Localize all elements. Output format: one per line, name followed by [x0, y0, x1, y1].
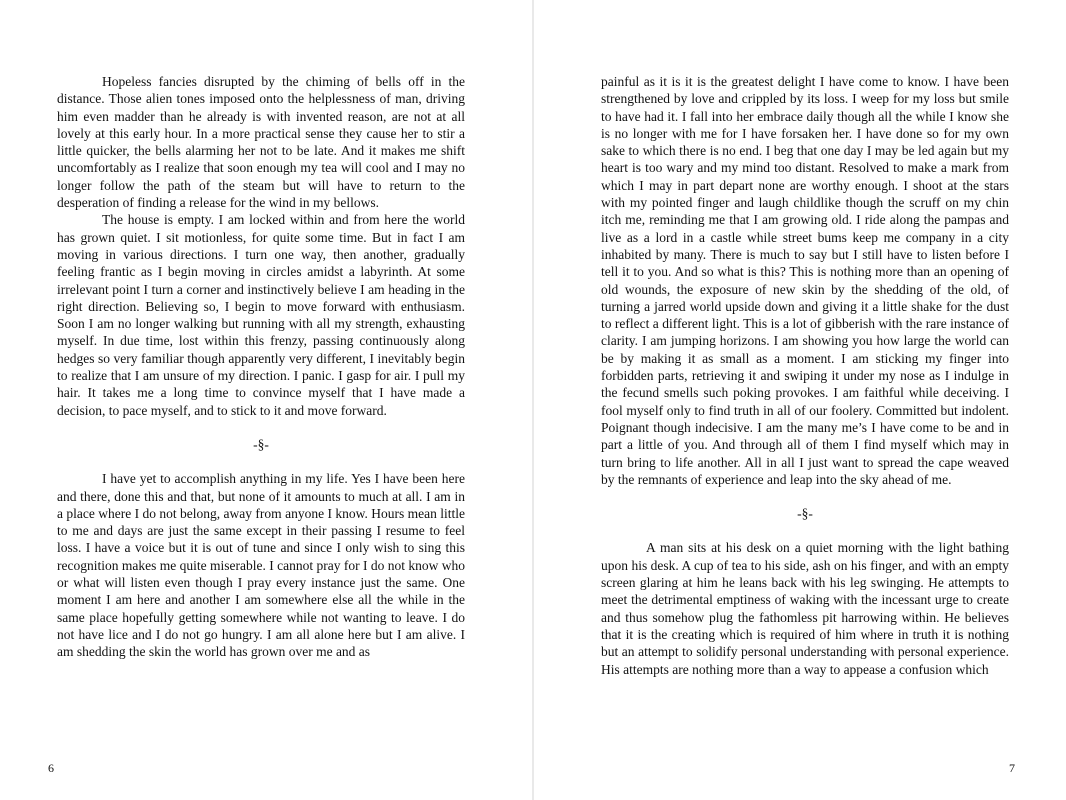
section-separator: -§-: [797, 506, 813, 522]
paragraph-continued: painful as it is it is the greatest delight I have come to know. I have been strengthened by love and crippled by its loss. I weep for my loss but smile to have had it. I fall into her embrace daily though all the while I know she is no longer with me for I have forsaken her. I have done so for my own sake to which there is no end. I beg that one day I may be led again but my heart is too wary and my mind too distant. Resolved to make a mark from which I may in part depart none are worthy enough. I shoot at the stars with my pointed finger and laugh childlike though the scruff on my chin itch me, reminding me that I am growing old. I ride along the pampas and live as a lord in a castle while street bums keep me company in a city inhabited by many. There is much to say but I still have to listen before I tell it to you. And so what is this? This is nothing more than an opening of old wounds, the exposure of new skin by the shedding of the old, of turning a jarred world upside down and giving it a little shake for the dust to reflect a different light. This is a lot of gibberish with the rare instance of clarity. I am jumping horizons. I am showing you how large the world can be by making it as small as a moment. I am sticking my finger into forbidden parts, retrieving it and swiping it under my nose as I indulge in the fecund smells such poking provokes. I am faithful while deceiving. I fool myself only to find truth in all of our foolery. Committed but indolent. Poignant though indecisive. I am the many me’s I have come to be and in part a little of you. And through all of them I find myself which may in turn bring to life another. All in all I just want to spread the cape weaved by the remnants of experience and leap into the sky ahead of me.: [601, 74, 1009, 487]
section-separator: -§-: [253, 436, 269, 452]
right-page-text: [601, 73, 1009, 678]
paragraph: A man sits at his desk on a quiet morning with the light bathing upon his desk. A cup of tea to his side, ash on his finger, and with an empty screen glaring at him he leans back with his leg swinging. He attempts to meet the detrimental emptiness of waking with the incessant urge to create and thus somehow plug the fathomless pit harrowing within. He believes that it is the creating which is required of him where in truth it is nothing but an attempt to solidify personal understanding with personal experience. His attempts are nothing more than a way to appease a confusion which: [601, 540, 1009, 677]
page-number: 6: [48, 761, 54, 775]
left-page-text: [57, 73, 465, 661]
paragraph: Hopeless fancies disrupted by the chiming of bells off in the distance. Those alien tones imposed onto the helplessness of man, driving him even madder than he already is with invented reason, are not at all lovely at this early hour. In a more practical sense they cause her to stir a little quicker, the bells alarming her not to be late. And it makes me shift uncomfortably as I realize that soon enough my tea will cool and I may no longer follow the path of the steam but will have to return to the desperation of finding a release for the wind in my bellows.: [57, 74, 465, 211]
paragraph: I have yet to accomplish anything in my life. Yes I have been here and there, done this and that, but none of it amounts to much at all. I am in a place where I do not belong, away from anyone I know. Hours mean little to me and days are just the same except in their passing I resume to feel loss. I have a voice but it is out of tune and since I only wish to sing this recognition makes me quite miserable. I cannot pray for I do not know who or what will listen even though I pray every instance just the same. One moment I am here and another I am somewhere else all the while in the same place hopefully getting somewhere while not wanting to leave. I do not have lice and I do not go hungry. I am all alone here but I am alive. I am shedding the skin the world has grown over me and as: [57, 471, 465, 660]
left-page: [0, 0, 532, 800]
page-number: 7: [1009, 761, 1015, 775]
right-page: [534, 0, 1066, 800]
paragraph: The house is empty. I am locked within and from here the world has grown quiet. I sit motionless, for quite some time. But in fact I am moving in various directions. I turn one way, then another, gradually feeling frantic as I begin moving in circles amidst a labyrinth. At some irrelevant point I turn a corner and instinctively believe I am heading in the right direction. Believing so, I begin to move forward with enthusiasm. Soon I am no longer walking but running with all my strength, exhausting myself. In due time, lost within this frenzy, passing continuously along hedges so very familiar though apparently very different, I inevitably begin to realize that I am unsure of my direction. I panic. I gasp for air. I pull my hair. It takes me a long time to convince myself that I have made a decision, to pace myself, and to stick to it and move forward.: [57, 212, 465, 418]
